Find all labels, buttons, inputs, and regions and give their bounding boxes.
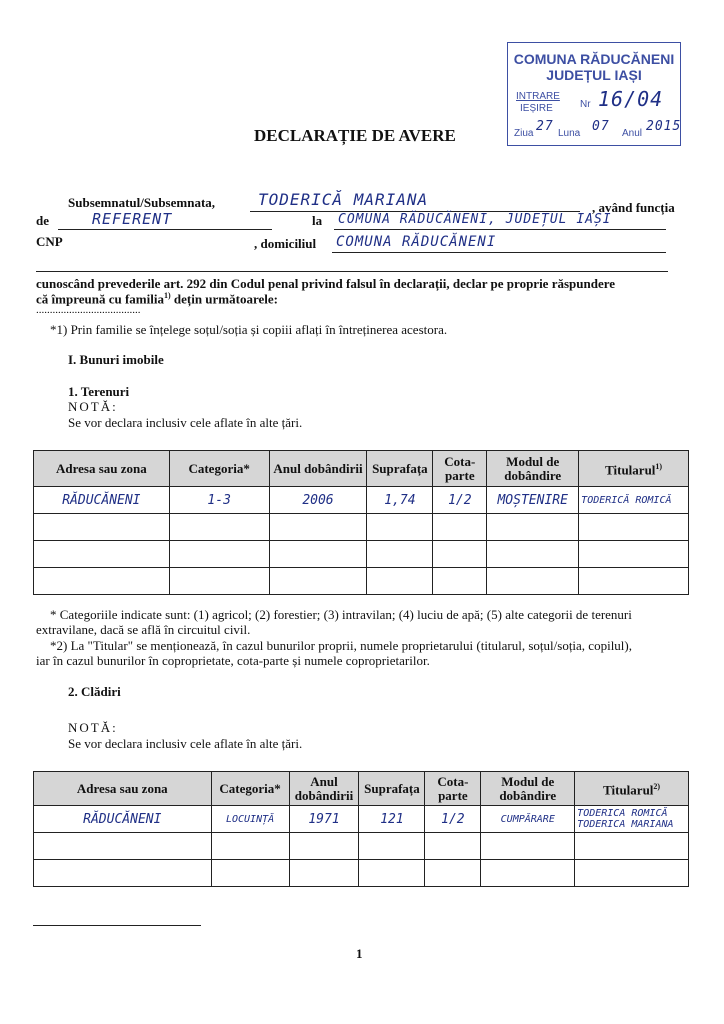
col-adresa: Adresa sau zona — [34, 451, 170, 487]
cell — [367, 568, 433, 595]
cell — [425, 860, 481, 887]
intro-line2b: dețin următoarele: — [170, 291, 278, 307]
cell — [211, 833, 289, 860]
stamp-ziua-value: 27 — [536, 119, 554, 134]
name-value: TODERICĂ MARIANA — [258, 190, 429, 209]
cell — [487, 541, 579, 568]
cell: 1/2 — [425, 806, 481, 833]
cell — [433, 514, 487, 541]
cell: 1,74 — [367, 487, 433, 514]
cell — [367, 514, 433, 541]
titular-note: *2) La "Titular" se menționează, în cazul bunurilor proprii, numele proprietarului (titularul, soțul/soția, copilul), — [50, 638, 632, 653]
cell — [359, 833, 425, 860]
col-categoria: Categoria* — [211, 772, 289, 806]
col-titular — [575, 772, 689, 806]
cell — [487, 514, 579, 541]
section2-nota-text: Se vor declara inclusiv cele aflate în alte țări. — [68, 736, 303, 751]
cell: MOȘTENIRE — [487, 487, 579, 514]
section1-heading: I. Bunuri imobile — [68, 352, 164, 367]
cell — [269, 514, 367, 541]
intro-sup: 1) — [163, 291, 171, 300]
cell — [359, 860, 425, 887]
stamp-line2: JUDEȚUL IAȘI — [546, 67, 642, 83]
table-row — [34, 833, 689, 860]
cell — [34, 514, 170, 541]
table-row — [34, 860, 689, 887]
table-row — [34, 568, 689, 595]
col-suprafata: Suprafața — [367, 451, 433, 487]
table-row — [34, 806, 689, 833]
cell — [433, 568, 487, 595]
cell — [169, 514, 269, 541]
de-label: de — [36, 213, 49, 228]
intro-line1: cunoscând prevederile art. 292 din Codul penal privind falsul în declarații, declar pe proprie răspundere — [36, 276, 616, 291]
cell — [211, 860, 289, 887]
cell — [34, 541, 170, 568]
institutia-value: COMUNA RĂDUCĂNENI, JUDEȚUL IAȘI — [338, 212, 612, 227]
domiciliul-label: , domiciliul — [254, 236, 317, 251]
functia-value: REFERENT — [92, 210, 173, 228]
intro-line2a: că împreună cu familia — [36, 291, 164, 307]
section2-nota: NOTĂ: — [68, 720, 118, 735]
cell: LOCUINȚĂ — [211, 806, 289, 833]
section2-sub: 2. Clădiri — [68, 684, 121, 699]
table-row — [34, 514, 689, 541]
terenuri-table — [33, 450, 689, 595]
cell — [579, 514, 689, 541]
stamp-ziua-label: Ziua — [514, 128, 534, 139]
col-anul: Anul dobândirii — [289, 772, 359, 806]
cell: TODERICĂ ROMICĂ — [579, 487, 689, 514]
avand-functia-label: , având funcția — [592, 200, 675, 215]
table-row — [34, 541, 689, 568]
section1-sub: 1. Terenuri — [68, 384, 130, 399]
cell — [575, 833, 689, 860]
intro-dots: ...................................... — [36, 304, 141, 316]
col-titular-sup: 1) — [655, 461, 663, 471]
stamp-iesire: IEȘIRE — [520, 103, 553, 114]
cell — [169, 541, 269, 568]
cell: TODERICA ROMICĂ TODERICA MARIANA — [575, 806, 689, 833]
domiciliul-value: COMUNA RĂDUCĂNENI — [336, 234, 497, 250]
cell — [487, 568, 579, 595]
cell: 1/2 — [433, 487, 487, 514]
cell: 2006 — [269, 487, 367, 514]
col-modul: Modul de dobândire — [481, 772, 575, 806]
cell — [289, 860, 359, 887]
institutia-line — [334, 228, 666, 230]
category-note: * Categoriile indicate sunt: (1) agricol; (2) forestier; (3) intravilan; (4) luciu de apă; (5) alte categorii de terenuri — [50, 607, 632, 622]
col-categoria: Categoria* — [169, 451, 269, 487]
cell: RĂDUCĂNENI — [34, 487, 170, 514]
cell: 1971 — [289, 806, 359, 833]
cell — [34, 833, 212, 860]
cell: 1-3 — [169, 487, 269, 514]
la-label: la — [312, 213, 323, 228]
stamp-intrare: INTRARE — [516, 91, 560, 102]
domiciliul-line — [332, 251, 666, 253]
titular-note-b: iar în cazul bunurilor în coproprietate, cota-parte și numele coproprietarilor. — [36, 653, 430, 668]
col-cota: Cota-parte — [425, 772, 481, 806]
cell — [289, 833, 359, 860]
stamp-luna-label: Luna — [558, 128, 581, 139]
cell — [481, 860, 575, 887]
cell — [269, 568, 367, 595]
cell — [579, 568, 689, 595]
cell — [575, 860, 689, 887]
functia-line — [58, 228, 272, 230]
cladiri-table — [33, 771, 689, 887]
family-footnote: *1) Prin familie se înțelege soțul/soția și copiii aflați în întreținerea acestora. — [50, 322, 448, 337]
cell: CUMPĂRARE — [481, 806, 575, 833]
col-titular-label: Titularul — [605, 462, 656, 478]
footnote-rule — [33, 925, 201, 926]
cell — [34, 860, 212, 887]
cell — [433, 541, 487, 568]
col-suprafata: Suprafața — [359, 772, 425, 806]
col-modul: Modul de dobândire — [487, 451, 579, 487]
cell — [425, 833, 481, 860]
page-number: 1 — [356, 946, 363, 961]
document-title: DECLARAȚIE DE AVERE — [254, 126, 456, 145]
col-cota: Cota-parte — [433, 451, 487, 487]
cell — [269, 541, 367, 568]
cell — [169, 568, 269, 595]
col-titular — [579, 451, 689, 487]
subsemnatul-label: Subsemnatul/Subsemnata, — [68, 195, 216, 210]
registration-stamp — [507, 42, 681, 146]
category-note-b: extravilane, dacă se află în circuitul civil. — [36, 622, 251, 637]
section1-nota-text: Se vor declara inclusiv cele aflate în alte țări. — [68, 415, 303, 430]
stamp-anul-label: Anul — [622, 128, 643, 139]
stamp-anul-value: 2015 — [646, 119, 682, 134]
col-anul: Anul dobândirii — [269, 451, 367, 487]
cell: RĂDUCĂNENI — [34, 806, 212, 833]
stamp-nr-value: 16/04 — [598, 87, 664, 111]
blank-line — [36, 270, 668, 272]
col-adresa: Adresa sau zona — [34, 772, 212, 806]
cell — [481, 833, 575, 860]
col-titular-sup: 2) — [653, 781, 661, 791]
stamp-luna-value: 07 — [592, 119, 610, 134]
cell — [34, 568, 170, 595]
section1-nota: NOTĂ: — [68, 399, 118, 414]
cnp-label: CNP — [36, 234, 63, 249]
cell — [579, 541, 689, 568]
stamp-nr-label: Nr — [580, 99, 591, 110]
col-titular-label: Titularul — [603, 782, 654, 798]
cell: 121 — [359, 806, 425, 833]
cell — [367, 541, 433, 568]
table-row — [34, 487, 689, 514]
stamp-line1: COMUNA RĂDUCĂNENI — [513, 51, 675, 67]
